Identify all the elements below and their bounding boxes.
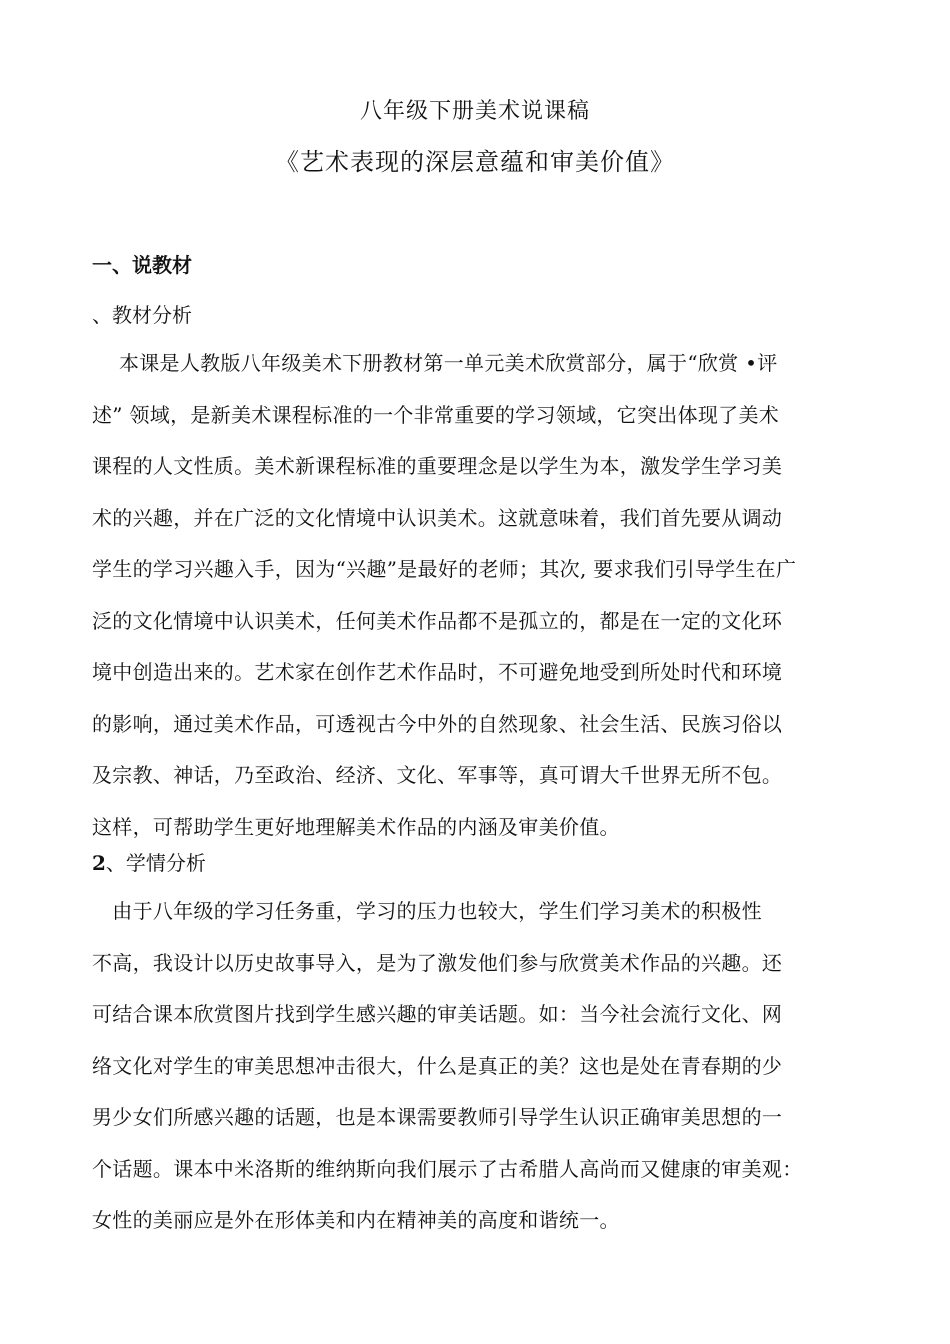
- section-heading-textbook: 一、说教材: [92, 253, 192, 277]
- paragraph-line: 这样，可帮助学生更好地理解美术作品的内涵及审美价值。: [92, 814, 620, 839]
- paragraph-line: 男少女们所感兴趣的话题，也是本课需要教师引导学生认识正确审美思想的一: [92, 1105, 783, 1129]
- paragraph-line: 学生的学习兴趣入手，因为“兴趣”是最好的老师；其次, 要求我们引导学生在广: [92, 557, 797, 581]
- paragraph-line: 境中创造出来的。艺术家在创作艺术作品时，不可避免地受到所处时代和环境: [92, 660, 783, 684]
- subsection-heading-learner-analysis: [92, 847, 206, 876]
- paragraph-line: 及宗教、神话，乃至政治、经济、文化、军事等，真可谓大千世界无所不包。: [92, 763, 783, 787]
- paragraph-line: 泛的文化情境中认识美术，任何美术作品都不是孤立的，都是在一定的文化环: [92, 608, 783, 633]
- subsection-heading-textbook-analysis: 、教材分析: [92, 303, 192, 327]
- paragraph-line: 本课是人教版八年级美术下册教材第一单元美术欣赏部分，属于“欣赏 •评: [92, 351, 778, 375]
- paragraph-line: 络文化对学生的审美思想冲击很大，什么是真正的美？这也是处在青春期的少: [92, 1053, 783, 1078]
- paragraph-line: 由于八年级的学习任务重，学习的压力也较大，学生们学习美术的积极性: [92, 899, 762, 923]
- paragraph-line: 女性的美丽应是外在形体美和内在精神美的高度和谐统一。: [92, 1208, 620, 1232]
- paragraph-line: 不高，我设计以历史故事导入，是为了激发他们参与欣赏美术作品的兴趣。还: [92, 950, 783, 975]
- paragraph-line: 术的兴趣，并在广泛的文化情境中认识美术。这就意味着，我们首先要从调动: [92, 505, 783, 530]
- document-title: 八年级下册美术说课稿: [359, 99, 590, 124]
- paragraph-line: 可结合课本欣赏图片找到学生感兴趣的审美话题。如：当今社会流行文化、网: [92, 1002, 783, 1026]
- document-subtitle: 《艺术表现的深层意蕴和审美价值》: [275, 148, 675, 176]
- paragraph-line: 的影响，通过美术作品，可透视古今中外的自然现象、社会生活、民族习俗以: [92, 711, 783, 736]
- paragraph-textbook-analysis: [92, 338, 858, 853]
- subsection-number: 2: [92, 851, 106, 875]
- paragraph-learner-analysis: [92, 886, 858, 1247]
- paragraph-line: 课程的人文性质。美术新课程标准的重要理念是以学生为本，激发学生学习美: [92, 454, 783, 478]
- paragraph-line: 个话题。课本中米洛斯的维纳斯向我们展示了古希腊人高尚而又健康的审美观：: [92, 1156, 803, 1181]
- subsection-label: 、学情分析: [105, 851, 206, 875]
- paragraph-line: 述” 领域，是新美术课程标准的一个非常重要的学习领域，它突出体现了美术: [92, 402, 780, 427]
